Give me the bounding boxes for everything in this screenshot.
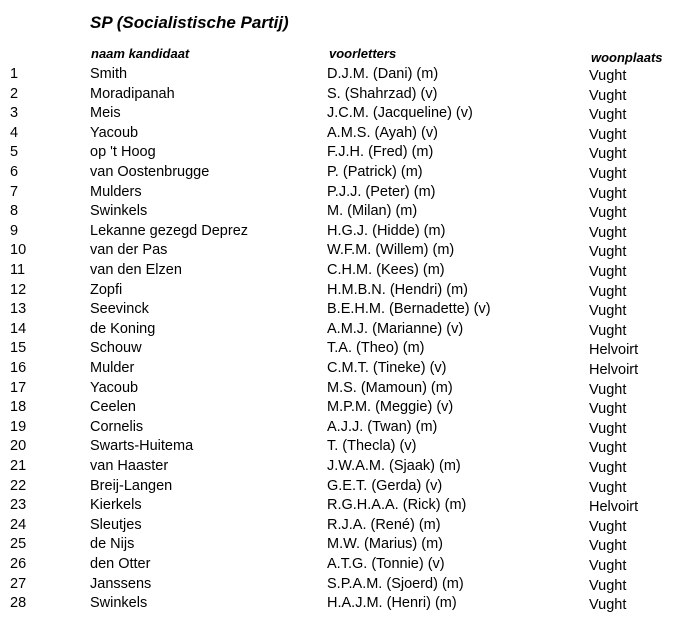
candidate-residence: Vught — [589, 420, 627, 437]
candidate-initials: M.W. (Marius) (m) — [327, 536, 443, 553]
table-row — [0, 595, 690, 615]
candidate-number: 15 — [10, 340, 27, 357]
candidate-name: Schouw — [90, 340, 142, 357]
table-row — [0, 282, 690, 302]
candidate-number: 16 — [10, 360, 27, 376]
candidate-initials: B.E.H.M. (Bernadette) (v) — [327, 301, 491, 318]
header-residence: woonplaats — [591, 50, 663, 65]
table-row — [0, 478, 690, 498]
candidate-name: Meis — [90, 105, 121, 122]
candidate-residence: Vught — [589, 558, 627, 574]
candidate-name: Breij-Langen — [90, 477, 173, 494]
candidate-name: Zopfi — [90, 281, 123, 298]
candidate-residence: Helvoirt — [589, 362, 639, 378]
candidate-initials: C.H.M. (Kees) (m) — [327, 262, 445, 278]
candidate-initials: F.J.H. (Fred) (m) — [327, 144, 434, 161]
candidate-residence: Vught — [589, 87, 627, 104]
candidate-number: 3 — [10, 105, 19, 122]
candidate-name: Swinkels — [90, 203, 148, 220]
candidate-name: den Otter — [90, 556, 151, 572]
candidate-number: 20 — [10, 438, 27, 455]
candidate-name: van den Elzen — [90, 262, 182, 278]
table-row — [0, 576, 690, 596]
candidate-initials: T.A. (Theo) (m) — [327, 340, 425, 357]
candidate-number: 25 — [10, 536, 27, 553]
candidate-name: Yacoub — [90, 379, 139, 396]
candidate-initials: M. (Milan) (m) — [327, 203, 418, 220]
candidate-residence: Vught — [589, 460, 627, 476]
candidate-initials: M.S. (Mamoun) (m) — [327, 379, 453, 396]
candidate-residence: Vught — [589, 538, 627, 555]
candidate-initials: T. (Thecla) (v) — [327, 438, 417, 455]
candidate-initials: S.P.A.M. (Sjoerd) (m) — [327, 575, 464, 592]
candidate-number: 17 — [10, 379, 27, 396]
candidate-initials: D.J.M. (Dani) (m) — [327, 66, 439, 82]
table-row — [0, 144, 690, 164]
candidate-number: 23 — [10, 497, 27, 514]
table-row — [0, 399, 690, 419]
candidate-residence: Vught — [589, 264, 627, 280]
table-row — [0, 86, 690, 106]
candidate-number: 6 — [10, 164, 19, 180]
candidate-residence: Vught — [589, 224, 627, 241]
candidate-initials: J.W.A.M. (Sjaak) (m) — [327, 458, 461, 474]
table-row — [0, 321, 690, 341]
candidate-number: 8 — [10, 203, 19, 220]
candidate-name: Moradipanah — [90, 85, 175, 102]
candidate-residence: Helvoirt — [589, 499, 639, 516]
candidate-initials: S. (Shahrzad) (v) — [327, 85, 438, 102]
candidate-initials: H.A.J.M. (Henri) (m) — [327, 595, 457, 612]
candidate-name: Swarts-Huitema — [90, 438, 194, 455]
candidate-number: 9 — [10, 222, 19, 239]
candidate-number: 14 — [10, 320, 27, 337]
table-row — [0, 203, 690, 223]
candidate-number: 7 — [10, 183, 19, 200]
table-row — [0, 517, 690, 537]
candidate-residence: Helvoirt — [589, 342, 639, 359]
table-row — [0, 125, 690, 145]
header-candidate-name: naam kandidaat — [91, 46, 190, 61]
candidate-name: Sleutjes — [90, 516, 142, 533]
candidate-number: 2 — [10, 85, 19, 102]
table-row — [0, 262, 690, 282]
candidate-initials: G.E.T. (Gerda) (v) — [327, 477, 443, 494]
candidate-initials: J.C.M. (Jacqueline) (v) — [327, 105, 473, 122]
candidate-initials: P.J.J. (Peter) (m) — [327, 183, 436, 200]
candidate-number: 13 — [10, 301, 27, 318]
candidate-name: Seevinck — [90, 301, 149, 318]
table-row — [0, 556, 690, 576]
candidate-residence: Vught — [589, 166, 627, 182]
table-row — [0, 360, 690, 380]
candidate-number: 12 — [10, 281, 27, 298]
candidate-residence: Vught — [589, 479, 627, 496]
candidate-number: 1 — [10, 66, 19, 82]
candidate-name: Yacoub — [90, 124, 139, 141]
table-row — [0, 438, 690, 458]
candidate-initials: A.M.S. (Ayah) (v) — [327, 124, 438, 141]
table-row — [0, 458, 690, 478]
candidate-name: Lekanne gezegd Deprez — [90, 222, 249, 239]
table-row — [0, 301, 690, 321]
candidate-residence: Vught — [589, 68, 627, 84]
table-row — [0, 66, 690, 86]
candidate-initials: C.M.T. (Tineke) (v) — [327, 360, 447, 376]
table-row — [0, 242, 690, 262]
candidate-initials: H.M.B.N. (Hendri) (m) — [327, 281, 468, 298]
candidate-residence: Vught — [589, 107, 627, 124]
candidate-name: Mulder — [90, 360, 135, 376]
candidate-name: Mulders — [90, 183, 142, 200]
candidate-initials: A.M.J. (Marianne) (v) — [327, 320, 464, 337]
table-row — [0, 223, 690, 243]
candidate-number: 10 — [10, 242, 27, 259]
candidate-initials: W.F.M. (Willem) (m) — [327, 242, 455, 259]
candidate-name: Smith — [90, 66, 128, 82]
candidate-initials: A.T.G. (Tonnie) (v) — [327, 556, 445, 572]
candidate-residence: Vught — [589, 185, 627, 202]
candidate-name: Ceelen — [90, 399, 136, 416]
candidate-residence: Vught — [589, 322, 627, 339]
candidate-initials: A.J.J. (Twan) (m) — [327, 418, 438, 435]
candidate-number: 24 — [10, 516, 27, 533]
candidate-number: 19 — [10, 418, 27, 435]
table-row — [0, 105, 690, 125]
candidate-number: 18 — [10, 399, 27, 416]
candidate-residence: Vught — [589, 205, 627, 222]
candidate-initials: R.G.H.A.A. (Rick) (m) — [327, 497, 467, 514]
candidate-name: Swinkels — [90, 595, 148, 612]
candidate-name: Kierkels — [90, 497, 142, 514]
candidate-residence: Vught — [589, 401, 627, 418]
candidate-initials: H.G.J. (Hidde) (m) — [327, 222, 446, 239]
candidate-residence: Vught — [589, 126, 627, 143]
candidate-number: 5 — [10, 144, 19, 161]
candidate-initials: R.J.A. (René) (m) — [327, 516, 441, 533]
table-row — [0, 419, 690, 439]
candidate-residence: Vught — [589, 381, 627, 398]
table-row — [0, 380, 690, 400]
candidate-name: Janssens — [90, 575, 152, 592]
candidate-name: op 't Hoog — [90, 144, 156, 161]
table-row — [0, 164, 690, 184]
candidate-name: de Nijs — [90, 536, 135, 553]
candidate-name: Cornelis — [90, 418, 144, 435]
candidate-residence: Vught — [589, 440, 627, 457]
party-title: SP (Socialistische Partij) — [90, 13, 289, 32]
candidate-residence: Vught — [589, 303, 627, 320]
candidate-residence: Vught — [589, 146, 627, 163]
candidate-number: 28 — [10, 595, 27, 612]
candidate-name: van Oostenbrugge — [90, 164, 210, 180]
candidate-residence: Vught — [589, 597, 627, 614]
candidate-name: de Koning — [90, 320, 156, 337]
candidate-residence: Vught — [589, 244, 627, 261]
candidate-number: 22 — [10, 477, 27, 494]
candidate-number: 27 — [10, 575, 27, 592]
table-row — [0, 536, 690, 556]
table-row — [0, 340, 690, 360]
candidate-name: van der Pas — [90, 242, 168, 259]
candidate-initials: P. (Patrick) (m) — [327, 164, 423, 180]
table-row — [0, 497, 690, 517]
candidate-residence: Vught — [589, 283, 627, 300]
candidate-residence: Vught — [589, 577, 627, 594]
table-row — [0, 184, 690, 204]
candidate-number: 4 — [10, 124, 19, 141]
header-initials: voorletters — [329, 46, 397, 61]
candidate-number: 11 — [10, 262, 26, 278]
candidate-number: 21 — [10, 458, 27, 474]
candidate-number: 26 — [10, 556, 27, 572]
candidate-name: van Haaster — [90, 458, 169, 474]
candidate-initials: M.P.M. (Meggie) (v) — [327, 399, 454, 416]
candidate-residence: Vught — [589, 518, 627, 535]
